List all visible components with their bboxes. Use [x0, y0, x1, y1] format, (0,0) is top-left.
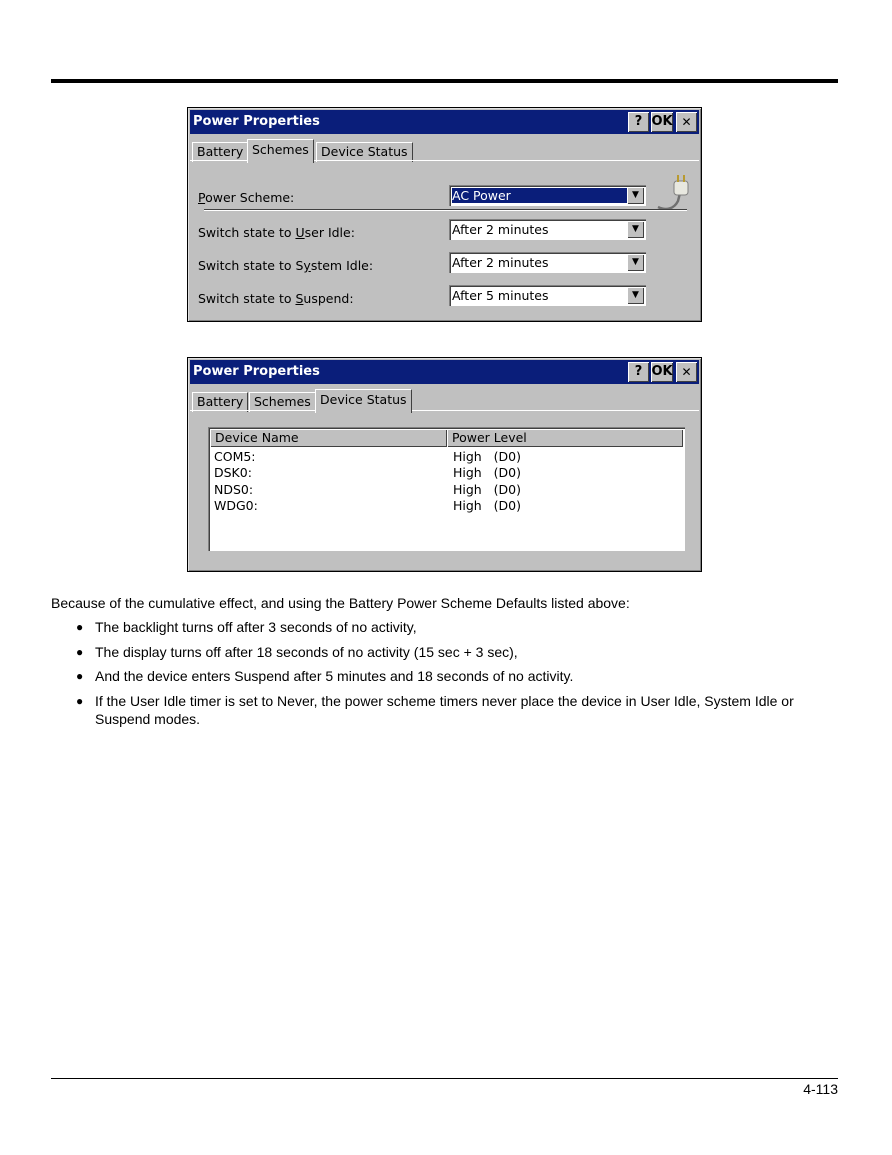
schemes-panel	[190, 160, 699, 319]
chevron-down-icon[interactable]: ▼	[627, 287, 644, 304]
help-button[interactable]: ?	[628, 112, 649, 132]
power-scheme-select[interactable]	[449, 185, 646, 206]
system-idle-select[interactable]	[449, 252, 646, 273]
list-item: ● The display turns off after 18 seconds of no activity (15 sec + 3 sec),	[76, 643, 518, 660]
column-power-level[interactable]: Power Level	[447, 429, 683, 447]
tab-schemes[interactable]: Schemes	[247, 139, 314, 163]
footer-rule	[51, 1078, 838, 1079]
bullet-icon: ●	[76, 669, 84, 683]
user-idle-value: After 2 minutes	[452, 222, 549, 237]
list-item: ● If the User Idle timer is set to Never, the power scheme timers never place the device in User Idle, System Idle or Suspend modes.	[76, 692, 794, 727]
user-idle-select[interactable]	[449, 219, 646, 240]
dialog-title: Power Properties	[193, 114, 320, 129]
power-level: High (D0)	[453, 465, 521, 480]
tab-battery[interactable]: Battery	[192, 392, 248, 412]
page-number: 4-113	[803, 1081, 838, 1097]
system-idle-value: After 2 minutes	[452, 255, 549, 270]
device-name: WDG0:	[214, 498, 258, 513]
list-item[interactable]	[212, 498, 681, 514]
help-button[interactable]: ?	[628, 362, 649, 382]
device-name: NDS0:	[214, 482, 254, 497]
device-status-panel	[190, 410, 699, 569]
bullet-list	[51, 618, 838, 728]
power-scheme-value: AC Power	[452, 188, 631, 203]
list-item[interactable]	[212, 449, 681, 465]
titlebar	[190, 110, 699, 134]
dialog-title: Power Properties	[193, 364, 320, 379]
titlebar	[190, 360, 699, 384]
chevron-down-icon[interactable]: ▼	[627, 221, 644, 238]
power-properties-dialog-device-status	[187, 357, 702, 572]
tab-battery[interactable]: Battery	[192, 142, 248, 162]
bullet-icon: ●	[76, 693, 84, 708]
header-rule	[51, 79, 838, 83]
ok-button[interactable]: OK	[651, 112, 673, 132]
list-item[interactable]	[212, 482, 681, 498]
bullet-icon: ●	[76, 644, 84, 659]
device-name: DSK0:	[214, 465, 252, 480]
list-item: ● And the device enters Suspend after 5 minutes and 18 seconds of no activity.	[76, 668, 574, 684]
power-level: High (D0)	[453, 498, 521, 513]
column-device-name[interactable]: Device Name	[210, 429, 447, 447]
body-text	[51, 594, 838, 734]
power-level: High (D0)	[453, 449, 521, 464]
bullet-icon: ●	[76, 620, 84, 634]
close-button[interactable]: ✕	[676, 112, 697, 132]
suspend-label: Switch state to Suspend:	[198, 291, 354, 306]
separator	[204, 209, 687, 211]
list-header	[210, 429, 683, 447]
power-level: High (D0)	[453, 482, 521, 497]
power-properties-dialog-schemes	[187, 107, 702, 322]
intro-paragraph: Because of the cumulative effect, and using the Battery Power Scheme Defaults listed above:	[51, 595, 630, 611]
system-idle-label: Switch state to System Idle:	[198, 258, 374, 273]
tab-device-status[interactable]: Device Status	[316, 142, 413, 162]
chevron-down-icon[interactable]: ▼	[627, 187, 644, 204]
close-button[interactable]: ✕	[676, 362, 697, 382]
ok-button[interactable]: OK	[651, 362, 673, 382]
tab-device-status[interactable]: Device Status	[315, 389, 412, 413]
power-plug-icon	[656, 171, 692, 211]
suspend-select[interactable]	[449, 285, 646, 306]
chevron-down-icon[interactable]: ▼	[627, 254, 644, 271]
suspend-value: After 5 minutes	[452, 288, 549, 303]
device-name: COM5:	[214, 449, 256, 464]
tab-schemes[interactable]: Schemes	[249, 392, 316, 412]
power-scheme-label: Power Scheme:	[198, 190, 295, 205]
list-item: ● The backlight turns off after 3 seconds of no activity,	[76, 619, 417, 635]
user-idle-label: Switch state to User Idle:	[198, 225, 355, 240]
list-item[interactable]	[212, 465, 681, 481]
device-list[interactable]	[208, 427, 685, 551]
